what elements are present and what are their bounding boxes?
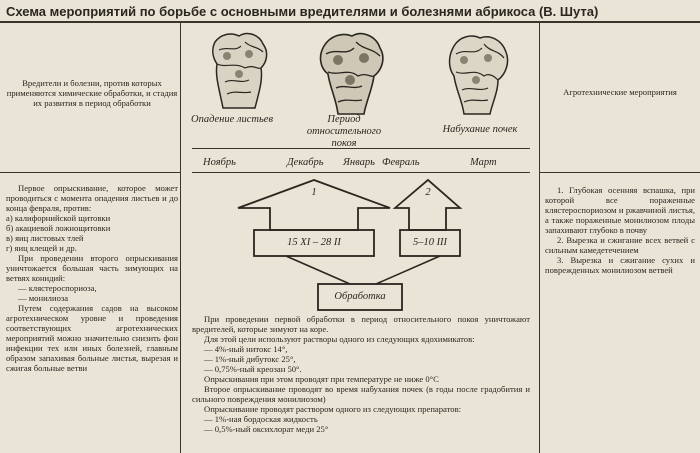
left-list-item: г) яиц клещей и др. <box>6 243 77 253</box>
stage-caption-dormancy: Период относительного покоя <box>306 114 382 149</box>
mid-list-item: — 1%-ный дибутокс 25°, <box>204 354 296 364</box>
arrow-2-label: 2 <box>425 187 431 198</box>
mid-list-item: — 4%-ный нитокс 14°, <box>204 344 288 354</box>
right-item-1: 1. Глубокая осенняя вспашка, при которой все пораженные клястероспориозом и ржавчиной листья, а также пораженные монилиозом плоды запахивают глубоко в почву <box>545 185 695 235</box>
column-divider-left <box>180 22 181 453</box>
right-item-3: 3. Вырезка и сжигание сухих и поврежденных монилиозом ветвей <box>545 255 695 275</box>
arrow-1-label: 1 <box>311 187 317 198</box>
mid-list-item: — 1%-ная бордоская жидкость <box>204 414 318 424</box>
stage-caption-leaf-fall: Опадение листьев <box>191 114 273 125</box>
left-paragraph-3: Путем содержания садов на высоком агротехническом уровне и проведения соответствующих агротехнических мероприятий можно значительно снизить фон инфекции тех или иных болезней, главным образом запахивая больные листья, вырезая и сжигая больные ветви <box>6 303 178 373</box>
mid-list-item: — 0,5%-ный оксихлорат меди 25° <box>204 424 329 434</box>
bud-dormancy-illustration <box>312 28 390 116</box>
left-list-item: — монилиоза <box>18 293 69 303</box>
month-january: Январь <box>343 157 375 168</box>
top-rule <box>0 21 700 23</box>
mid-paragraph-2: Для этой цели используют растворы одного из следующих ядохимикатов: <box>204 334 475 344</box>
month-november: Ноябрь <box>203 157 236 168</box>
result-label: Обработка <box>334 291 386 302</box>
mid-paragraph-5: Опрыскивание проводят раствором одного из следующих препаратов: <box>204 404 462 414</box>
bud-leaf-fall-illustration <box>205 28 275 110</box>
mid-paragraph-4: Второе опрыскивание проводят во время набухания почек (в годы после градобития и сильного повреждения монилиозом) <box>192 384 530 404</box>
right-column-header: Агротехнические мероприятия <box>563 87 677 97</box>
mid-paragraph-3: Опрыскивания при этом проводят при температуре не ниже 0°С <box>204 374 439 384</box>
month-february: Февраль <box>382 157 420 168</box>
page-title: Схема мероприятий по борьбе с основными вредителями и болезнями абрикоса (В. Шута) <box>6 4 599 19</box>
left-column-body <box>6 183 178 373</box>
left-paragraph-1: Первое опрыскивание, которое может проводиться с момента опадения листьев и до конца февраля, против: <box>6 183 178 213</box>
left-list-item: в) яиц листовых тлей <box>6 233 84 243</box>
month-march: Март <box>470 157 497 168</box>
mid-paragraph-1: При проведении первой обработки в период относительного покоя уничтожают вредителей, которые зимуют на коре. <box>192 314 530 334</box>
mid-list-item: — 0,75%-ный креозан 50°. <box>204 364 302 374</box>
stage-caption-bud-swelling: Набухание почек <box>442 124 518 135</box>
left-list-item: а) калифорнийской щитовки <box>6 213 111 223</box>
left-list-item: б) акациевой ложнощитовки <box>6 223 111 233</box>
period-1-label: 15 XI – 28 II <box>287 237 341 248</box>
middle-column-body <box>192 314 530 434</box>
months-rule <box>192 172 530 173</box>
right-header-rule <box>539 172 700 173</box>
left-list-item: — клястероспориоза, <box>18 283 97 293</box>
left-column-header: Вредители и болезни, против которых применяются химические обработки, и стадия их развития в период обработки <box>6 78 178 108</box>
left-paragraph-2: При проведении второго опрыскивания уничтожается большая часть зимующих на ветвях конидий: <box>6 253 178 283</box>
left-header-rule <box>0 172 180 173</box>
bud-swelling-illustration <box>440 30 516 116</box>
right-column-body <box>545 185 695 275</box>
period-2-label: 5–10 III <box>412 237 448 248</box>
month-december: Декабрь <box>287 157 324 168</box>
column-divider-right <box>539 22 540 453</box>
right-item-2: 2. Вырезка и сжигание всех ветвей с сильным камедетечением <box>545 235 695 255</box>
